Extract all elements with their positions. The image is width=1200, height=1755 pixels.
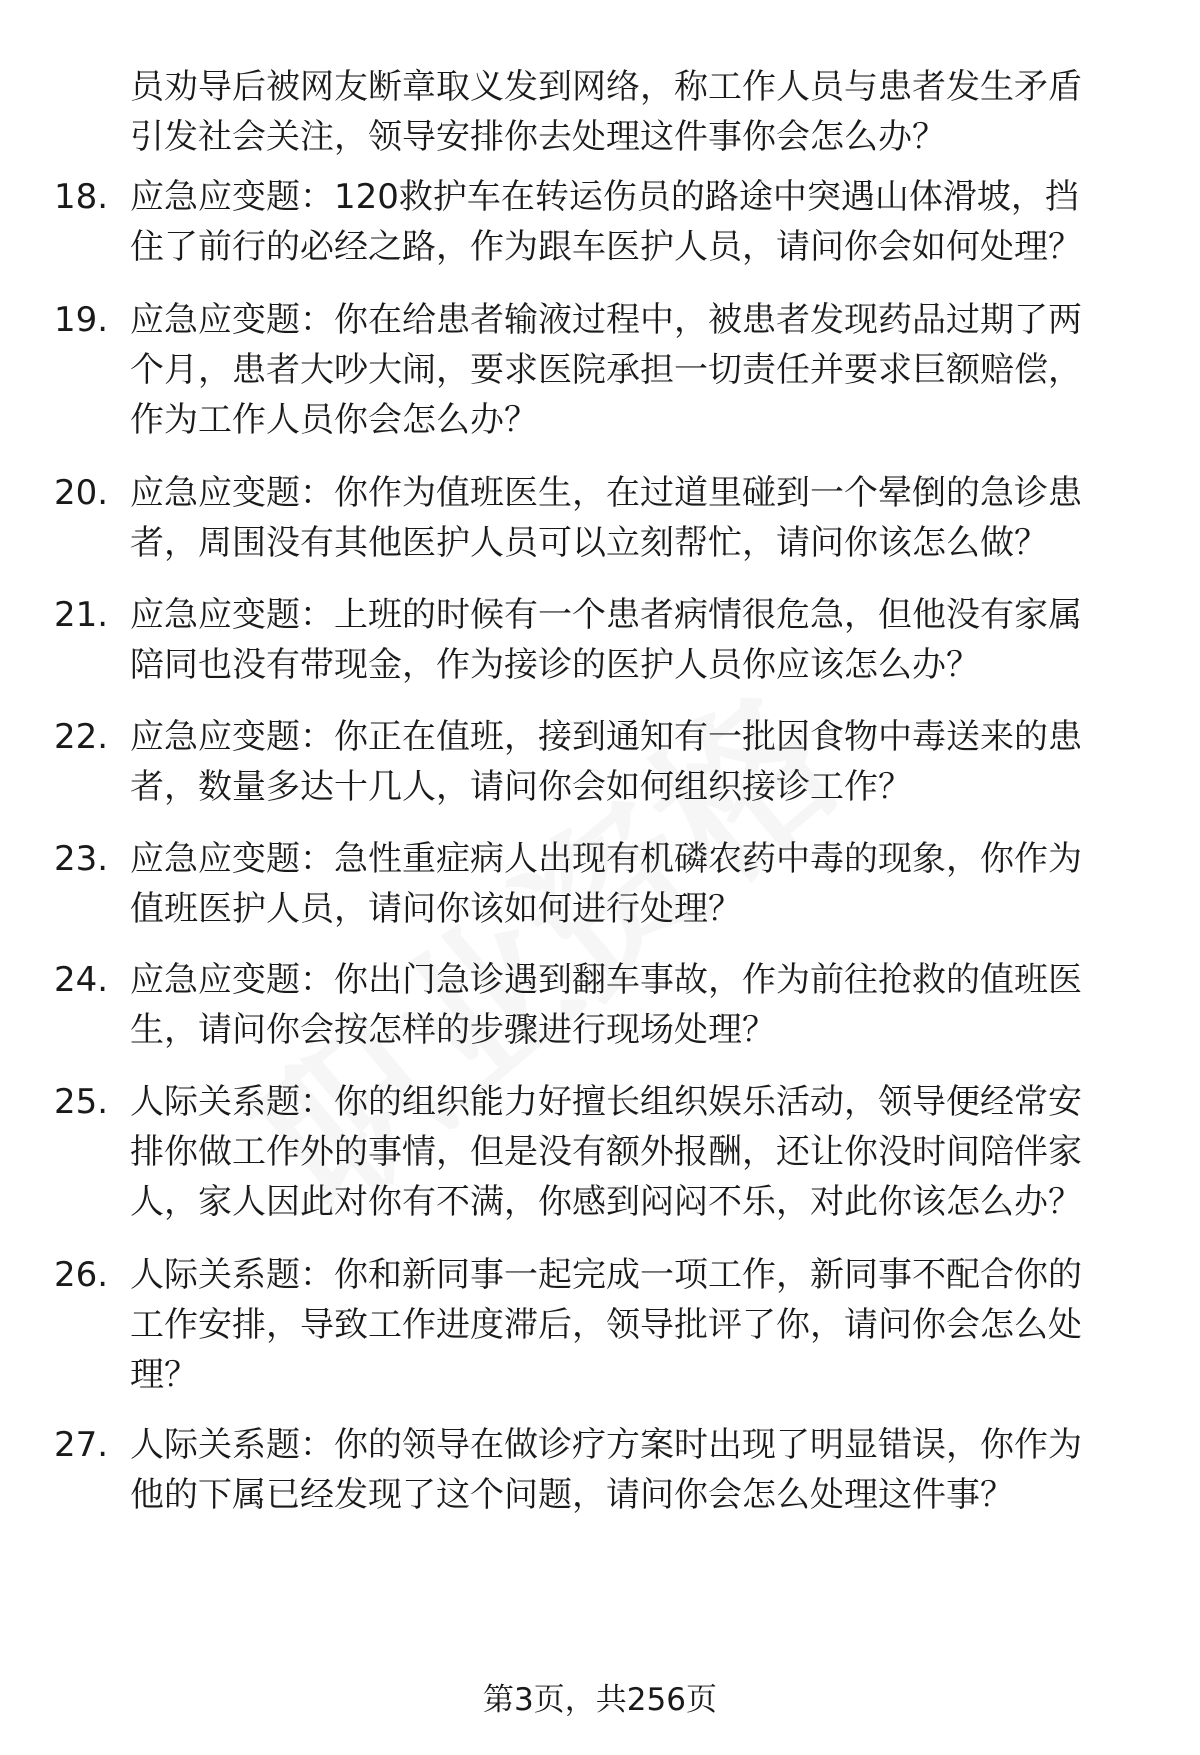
page-footer: 第3页，共256页: [483, 1682, 717, 1718]
question-number: 25.: [54, 1082, 109, 1122]
intro-line: 引发社会关注，领导安排你去处理这件事你会怎么办？: [130, 117, 946, 157]
question-line: 人，家人因此对你有不满，你感到闷闷不乐，对此你该怎么办？: [130, 1182, 1082, 1222]
question-text: [130, 468, 1140, 568]
question-number: 20.: [54, 473, 109, 513]
intro-line: 员劝导后被网友断章取义发到网络，称工作人员与患者发生矛盾: [130, 67, 1082, 107]
question-line: 者，周围没有其他医护人员可以立刻帮忙，请问你该怎么做？: [130, 523, 1048, 563]
question-number: 22.: [54, 717, 109, 757]
question-line: 人际关系题：你的领导在做诊疗方案时出现了明显错误，你作为: [130, 1425, 1082, 1465]
question-text: [130, 834, 1140, 934]
intro-paragraph: [130, 62, 1140, 162]
question-line: 应急应变题：你出门急诊遇到翻车事故，作为前往抢救的值班医: [130, 960, 1082, 1000]
question-number: 18.: [54, 177, 109, 217]
question-line: 人际关系题：你和新同事一起完成一项工作，新同事不配合你的: [130, 1255, 1082, 1295]
question-line: 工作安排，导致工作进度滞后，领导批评了你，请问你会怎么处: [130, 1305, 1082, 1345]
question-line: 排你做工作外的事情，但是没有额外报酬，还让你没时间陪伴家: [130, 1132, 1082, 1172]
question-line: 应急应变题：你作为值班医生，在过道里碰到一个晕倒的急诊患: [130, 473, 1082, 513]
question-line: 生，请问你会按怎样的步骤进行现场处理？: [130, 1010, 776, 1050]
question-line: 应急应变题：急性重症病人出现有机磷农药中毒的现象，你作为: [130, 839, 1082, 879]
question-line: 他的下属已经发现了这个问题，请问你会怎么处理这件事？: [130, 1475, 1014, 1515]
question-line: 应急应变题：你正在值班，接到通知有一批因食物中毒送来的患: [130, 717, 1082, 757]
question-line: 作为工作人员你会怎么办？: [130, 400, 538, 440]
question-line: 陪同也没有带现金，作为接诊的医护人员你应该怎么办？: [130, 645, 980, 685]
question-text: [130, 712, 1140, 812]
question-text: [130, 1420, 1140, 1520]
question-number: 21.: [54, 595, 109, 635]
question-line: 值班医护人员，请问你该如何进行处理？: [130, 889, 742, 929]
question-line: 者，数量多达十几人，请问你会如何组织接诊工作？: [130, 767, 912, 807]
question-line: 应急应变题：你在给患者输液过程中，被患者发现药品过期了两: [130, 300, 1082, 340]
question-line: 人际关系题：你的组织能力好擅长组织娱乐活动，领导便经常安: [130, 1082, 1082, 1122]
question-number: 24.: [54, 960, 109, 1000]
question-line: 应急应变题：120救护车在转运伤员的路途中突遇山体滑坡，挡: [130, 177, 1079, 217]
question-text: [130, 1077, 1140, 1227]
question-text: [130, 955, 1140, 1055]
question-number: 27.: [54, 1425, 109, 1465]
question-line: 个月，患者大吵大闹，要求医院承担一切责任并要求巨额赔偿，: [130, 350, 1082, 390]
question-number: 19.: [54, 300, 109, 340]
question-line: 住了前行的必经之路，作为跟车医护人员，请问你会如何处理？: [130, 227, 1082, 267]
question-number: 26.: [54, 1255, 109, 1295]
question-number: 23.: [54, 839, 109, 879]
question-line: 理？: [130, 1355, 198, 1395]
question-text: [130, 172, 1140, 272]
question-text: [130, 590, 1140, 690]
question-text: [130, 295, 1140, 445]
question-text: [130, 1250, 1140, 1400]
question-line: 应急应变题：上班的时候有一个患者病情很危急，但他没有家属: [130, 595, 1082, 635]
